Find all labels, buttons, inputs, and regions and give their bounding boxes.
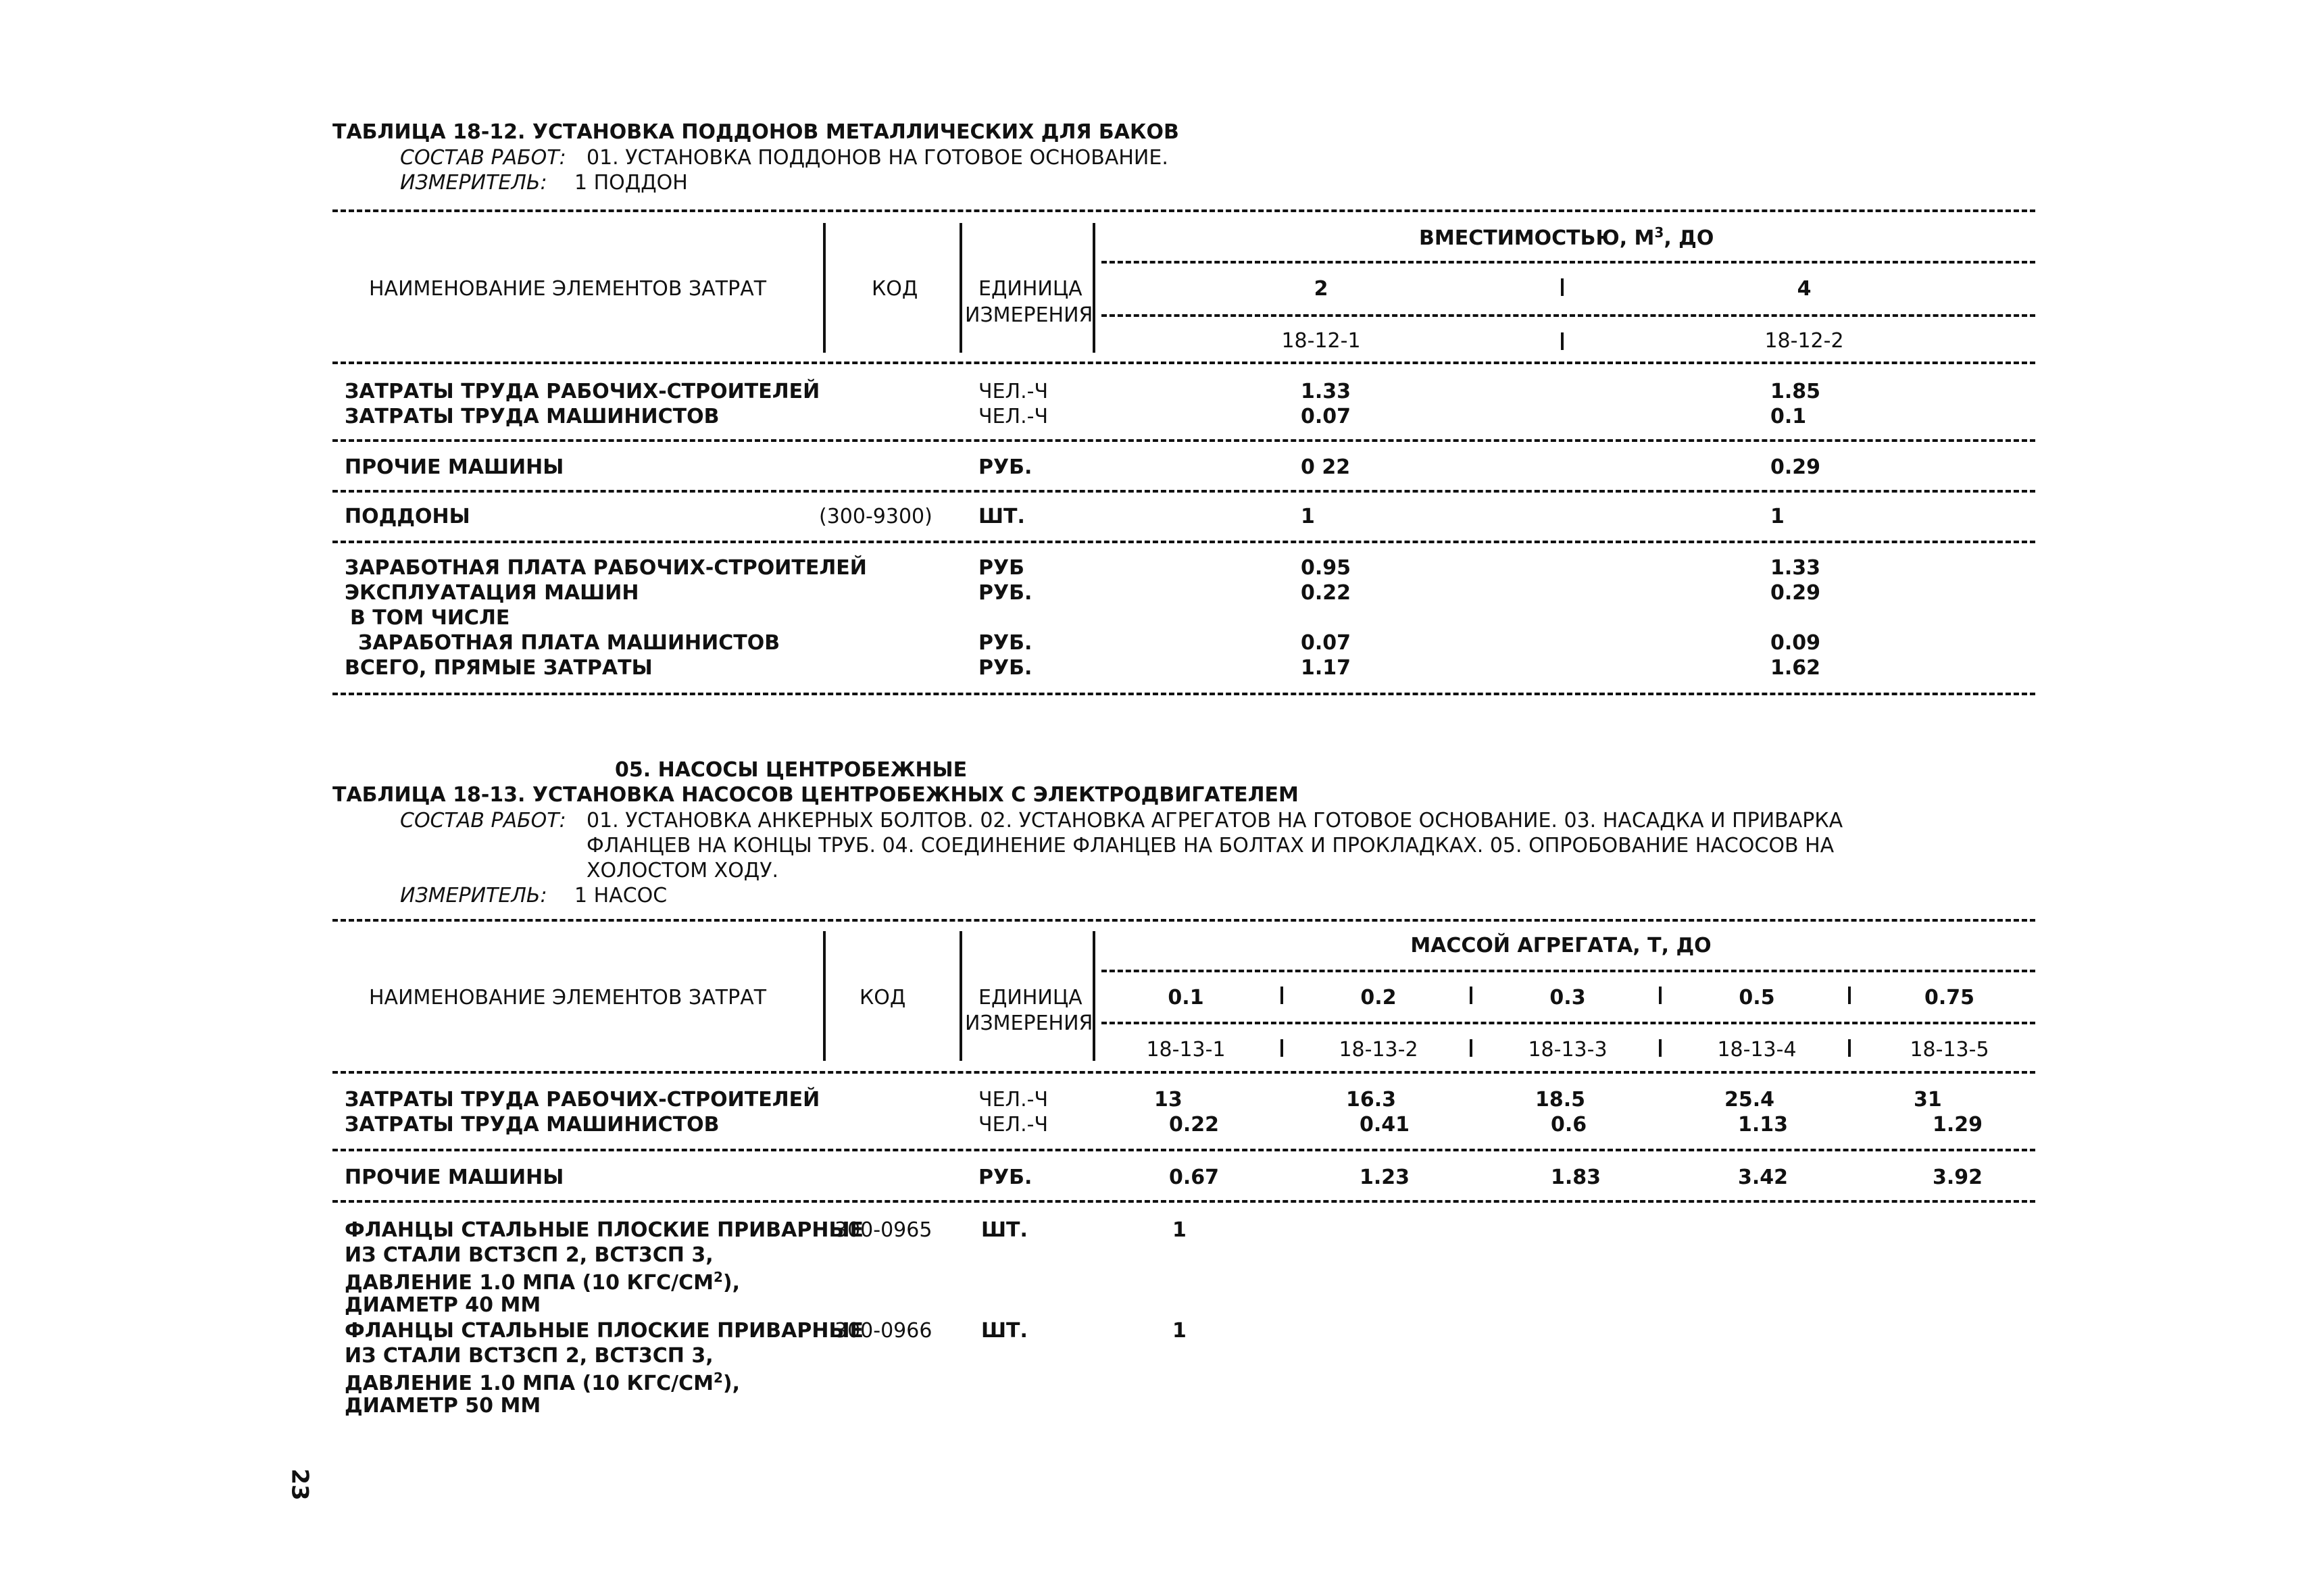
row-name: ЗАТРАТЫ ТРУДА РАБОЧИХ-СТРОИТЕЛЕЙ (345, 380, 820, 403)
row-name: ЗАТРАТЫ ТРУДА МАШИНИСТОВ (345, 1113, 720, 1137)
flange-line: ФЛАНЦЫ СТАЛЬНЫЕ ПЛОСКИЕ ПРИВАРНЫЕ (345, 1319, 864, 1343)
flange-line: ДАВЛЕНИЕ 1.0 МПА (10 КГС/$СМ^2$), (345, 1269, 740, 1295)
meter-label: ИЗМЕРИТЕЛЬ: (400, 884, 547, 907)
row-value: 31 (1914, 1088, 1942, 1112)
row-value: 3.42 (1738, 1166, 1789, 1189)
row-value: 1.13 (1738, 1113, 1789, 1137)
rule (332, 1200, 2035, 1203)
flange-code: 300-0966 (835, 1319, 932, 1343)
col-divider (1470, 1039, 1472, 1057)
rule (332, 490, 2035, 493)
flange-unit: ШТ. (981, 1319, 1028, 1343)
header-unit2: ИЗМЕРЕНИЯ (965, 1012, 1093, 1035)
row-unit: РУБ. (978, 581, 1032, 605)
work-label: СОСТАВ РАБОТ: (400, 146, 566, 170)
work-text: ФЛАНЦЕВ НА КОНЦЫ ТРУБ. 04. СОЕДИНЕНИЕ ФЛАНЦЕВ НА БОЛТАХ И ПРОКЛАДКАХ. 05. ОПРОБОВАНИЕ НАСОСОВ НА (587, 834, 1835, 857)
row-value: 1 (1770, 505, 1785, 528)
col-divider (1848, 987, 1851, 1004)
header-col: 0.75 (1924, 986, 1975, 1009)
row-value: 1.83 (1551, 1166, 1601, 1189)
header-code-1: 18-12-1 (1281, 329, 1361, 353)
meter-text: 1 ПОДДОН (574, 171, 688, 195)
row-unit: РУБ. (978, 631, 1032, 655)
col-divider (1848, 1039, 1851, 1057)
col-divider (1280, 987, 1283, 1004)
row-value: 0.07 (1301, 405, 1351, 428)
page-number: 23 (286, 1468, 314, 1501)
row-code: (300-9300) (819, 505, 932, 528)
work-text: 01. УСТАНОВКА ПОДДОНОВ НА ГОТОВОЕ ОСНОВАНИЕ. (587, 146, 1168, 170)
row-value: 0.6 (1551, 1113, 1587, 1137)
row-value: 0.95 (1301, 556, 1351, 580)
col-divider (823, 931, 826, 1061)
header-code-n: 18-13-4 (1717, 1038, 1797, 1062)
row-unit: РУБ. (978, 656, 1032, 680)
col-divider (1561, 332, 1564, 350)
row-value: 0.29 (1770, 581, 1821, 605)
row-name: ПОДДОНЫ (345, 505, 470, 528)
col-divider (960, 223, 962, 353)
header-col-2: 2 (1314, 277, 1328, 301)
row-name: ВСЕГО, ПРЯМЫЕ ЗАТРАТЫ (345, 656, 653, 680)
header-code-2: 18-12-2 (1764, 329, 1844, 353)
row-name: ПРОЧИЕ МАШИНЫ (345, 1166, 564, 1189)
flange-unit: ШТ. (981, 1218, 1028, 1242)
rule (332, 693, 2035, 695)
row-name: ЗАРАБОТНАЯ ПЛАТА РАБОЧИХ-СТРОИТЕЛЕЙ (345, 556, 867, 580)
flange-line: ФЛАНЦЫ СТАЛЬНЫЕ ПЛОСКИЕ ПРИВАРНЫЕ (345, 1218, 864, 1242)
row-name: ЗАРАБОТНАЯ ПЛАТА МАШИНИСТОВ (358, 631, 780, 655)
header-unit2: ИЗМЕРЕНИЯ (965, 303, 1093, 327)
row-unit: РУБ (978, 556, 1024, 580)
work-label: СОСТАВ РАБОТ: (400, 809, 566, 832)
rule (1101, 1022, 2035, 1024)
row-value: 0.67 (1169, 1166, 1220, 1189)
header-code-n: 18-13-5 (1910, 1038, 1989, 1062)
row-unit: ЧЕЛ.-Ч (978, 1113, 1049, 1137)
header-group: МАССОЙ АГРЕГАТА, Т, ДО (1410, 934, 1712, 957)
row-name: ЭКСПЛУАТАЦИЯ МАШИН (345, 581, 639, 605)
rule (1101, 261, 2035, 264)
header-col: 0.5 (1739, 986, 1775, 1009)
meter-label: ИЗМЕРИТЕЛЬ: (400, 171, 547, 195)
rule (1101, 314, 2035, 317)
header-code: КОД (872, 277, 918, 301)
header-unit: ЕДИНИЦА (978, 986, 1082, 1009)
row-value: 1.85 (1770, 380, 1821, 403)
row-value: 13 (1154, 1088, 1183, 1112)
row-unit: ЧЕЛ.-Ч (978, 405, 1049, 428)
row-value: 1.33 (1770, 556, 1821, 580)
row-value: 18.5 (1535, 1088, 1586, 1112)
work-text: ХОЛОСТОМ ХОДУ. (587, 859, 779, 882)
row-value: 1 (1301, 505, 1315, 528)
row-name: ЗАТРАТЫ ТРУДА МАШИНИСТОВ (345, 405, 720, 428)
row-value: 0.07 (1301, 631, 1351, 655)
row-value: 0.1 (1770, 405, 1807, 428)
header-name: НАИМЕНОВАНИЕ ЭЛЕМЕНТОВ ЗАТРАТ (369, 986, 767, 1009)
header-col: 0.1 (1168, 986, 1204, 1009)
header-code-n: 18-13-3 (1528, 1038, 1608, 1062)
row-unit: ЧЕЛ.-Ч (978, 1088, 1049, 1112)
table-18-13-title: ТАБЛИЦА 18-13. УСТАНОВКА НАСОСОВ ЦЕНТРОБЕЖНЫХ С ЭЛЕКТРОДВИГАТЕЛЕМ (332, 783, 1299, 807)
header-code-n: 18-13-1 (1146, 1038, 1226, 1062)
row-value: 0.22 (1301, 581, 1351, 605)
row-value: 0.29 (1770, 455, 1821, 479)
rule (332, 541, 2035, 543)
row-value: 1.23 (1360, 1166, 1410, 1189)
rule (1101, 970, 2035, 972)
row-value: 1.17 (1301, 656, 1351, 680)
row-value: 3.92 (1933, 1166, 1983, 1189)
header-group: ВМЕСТИМОСТЬЮ, $М^3$, ДО (1419, 224, 1714, 250)
row-value: 16.3 (1346, 1088, 1397, 1112)
row-value: 1.29 (1933, 1113, 1983, 1137)
row-unit: ЧЕЛ.-Ч (978, 380, 1049, 403)
col-divider (1659, 987, 1662, 1004)
header-name: НАИМЕНОВАНИЕ ЭЛЕМЕНТОВ ЗАТРАТ (369, 277, 767, 301)
flange-code: 300-0965 (835, 1218, 932, 1242)
rule (332, 1149, 2035, 1151)
work-text: 01. УСТАНОВКА АНКЕРНЫХ БОЛТОВ. 02. УСТАНОВКА АГРЕГАТОВ НА ГОТОВОЕ ОСНОВАНИЕ. 03. НАСАДКА И ПРИВАРКА (587, 809, 1843, 832)
flange-line: ДИАМЕТР 40 ММ (345, 1293, 541, 1317)
header-unit: ЕДИНИЦА (978, 277, 1082, 301)
row-value: 1.33 (1301, 380, 1351, 403)
meter-text: 1 НАСОС (574, 884, 668, 907)
row-value: 0.41 (1360, 1113, 1410, 1137)
row-value: 0 22 (1301, 455, 1351, 479)
col-divider (1470, 987, 1472, 1004)
table-18-12-title: ТАБЛИЦА 18-12. УСТАНОВКА ПОДДОНОВ МЕТАЛЛИЧЕСКИХ ДЛЯ БАКОВ (332, 120, 1179, 144)
flange-line: ДАВЛЕНИЕ 1.0 МПА (10 КГС/$СМ^2$), (345, 1370, 740, 1395)
col-divider (1093, 931, 1095, 1061)
header-col: 0.3 (1549, 986, 1586, 1009)
flange-line: ИЗ СТАЛИ ВСТ3СП 2, ВСТ3СП 3, (345, 1243, 714, 1267)
col-divider (1093, 223, 1095, 353)
row-name: В ТОМ ЧИСЛЕ (350, 606, 510, 630)
rule (332, 1071, 2035, 1074)
header-code: КОД (860, 986, 906, 1009)
section-title: 05. НАСОСЫ ЦЕНТРОБЕЖНЫЕ (615, 758, 968, 782)
col-divider (1280, 1039, 1283, 1057)
header-col: 0.2 (1360, 986, 1397, 1009)
col-divider (1659, 1039, 1662, 1057)
row-unit: РУБ. (978, 1166, 1032, 1189)
col-divider (1561, 278, 1564, 296)
flange-value: 1 (1172, 1218, 1187, 1242)
header-col-4: 4 (1797, 277, 1812, 301)
flange-line: ИЗ СТАЛИ ВСТ3СП 2, ВСТ3СП 3, (345, 1344, 714, 1368)
rule (332, 209, 2035, 212)
row-unit: РУБ. (978, 455, 1032, 479)
row-name: ПРОЧИЕ МАШИНЫ (345, 455, 564, 479)
rule (332, 919, 2035, 922)
row-value: 0.09 (1770, 631, 1821, 655)
rule (332, 361, 2035, 364)
col-divider (960, 931, 962, 1061)
flange-value: 1 (1172, 1319, 1187, 1343)
col-divider (823, 223, 826, 353)
row-name: ЗАТРАТЫ ТРУДА РАБОЧИХ-СТРОИТЕЛЕЙ (345, 1088, 820, 1112)
row-value: 1.62 (1770, 656, 1821, 680)
row-value: 0.22 (1169, 1113, 1220, 1137)
rule (332, 439, 2035, 442)
row-value: 25.4 (1724, 1088, 1775, 1112)
header-code-n: 18-13-2 (1339, 1038, 1418, 1062)
flange-line: ДИАМЕТР 50 ММ (345, 1394, 541, 1418)
row-unit: ШТ. (978, 505, 1025, 528)
